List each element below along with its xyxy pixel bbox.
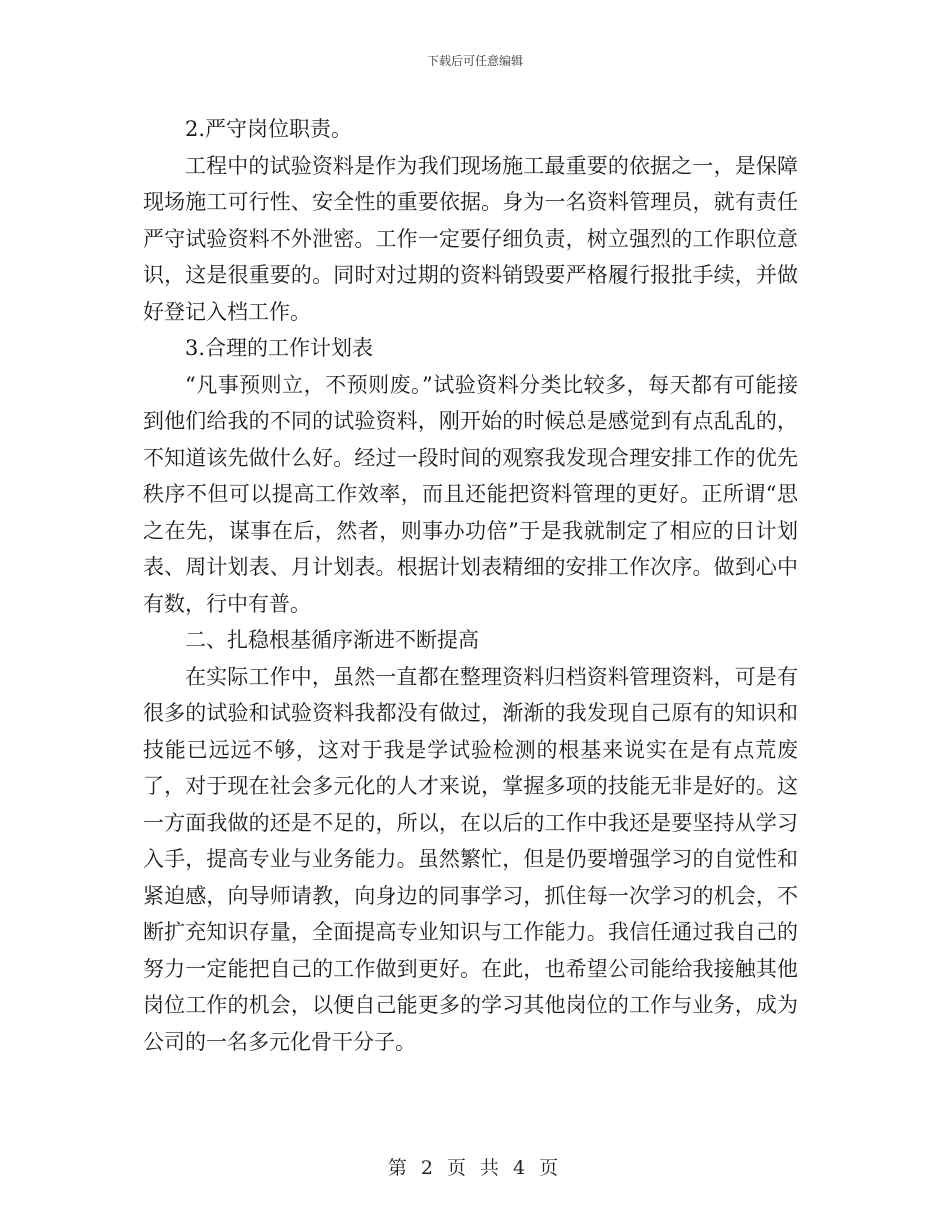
- paragraph-duty: 工程中的试验资料是作为我们现场施工最重要的依据之一，是保障现场施工可行性、安全性的重要依据。身为一名资料管理员，就有责任严守试验资料不外泄密。工作一定要仔细负责，树立强烈的工作职位意识，这是很重要的。同时对过期的资料销毁要严格履行报批手续，并做好登记入档工作。: [143, 153, 798, 324]
- heading-strict-duty: 2.严守岗位职责。: [185, 117, 353, 141]
- document-body: [143, 111, 798, 1060]
- paragraph-work-plan: “凡事预则立，不预则废。”试验资料分类比较多，每天都有可能接到他们给我的不同的试验资料，刚开始的时候总是感觉到有点乱乱的，不知道该先做什么好。经过一段时间的观察我发现合理安排工作的优先秩序不但可以提高工作效率，而且还能把资料管理的更好。正所谓“思之在先，谋事在后，然者，则事办功倍”于是我就制定了相应的日计划表、周计划表、月计划表。根据计划表精细的安排工作次序。做到心中有数，行中有普。: [143, 372, 798, 616]
- page-header: 下载后可任意编辑: [426, 54, 523, 68]
- page-number-footer: 第 2 页 共 4 页: [387, 1157, 563, 1179]
- paragraph-foundation: 在实际工作中，虽然一直都在整理资料归档资料管理资料，可是有很多的试验和试验资料我都没有做过，渐渐的我发现自己原有的知识和技能已远远不够，这对于我是学试验检测的根基来说实在是有点荒废了，对于现在社会多元化的人才来说，掌握多项的技能无非是好的。这一方面我做的还是不足的，所以，在以后的工作中我还是要坚持从学习入手，提高专业与业务能力。虽然繁忙，但是仍要增强学习的自觉性和紧迫感，向导师请教，向身边的同事学习，抓住每一次学习的机会，不断扩充知识存量，全面提高专业知识与工作能力。我信任通过我自己的努力一定能把自己的工作做到更好。在此，也希望公司能给我接触其他岗位工作的机会，以便自己能更多的学习其他岗位的工作与业务，成为公司的一名多元化骨干分子。: [143, 664, 798, 1054]
- heading-work-plan: 3.合理的工作计划表: [185, 336, 374, 360]
- section-heading-foundation: 二、扎稳根基循序渐进不断提高: [185, 628, 479, 652]
